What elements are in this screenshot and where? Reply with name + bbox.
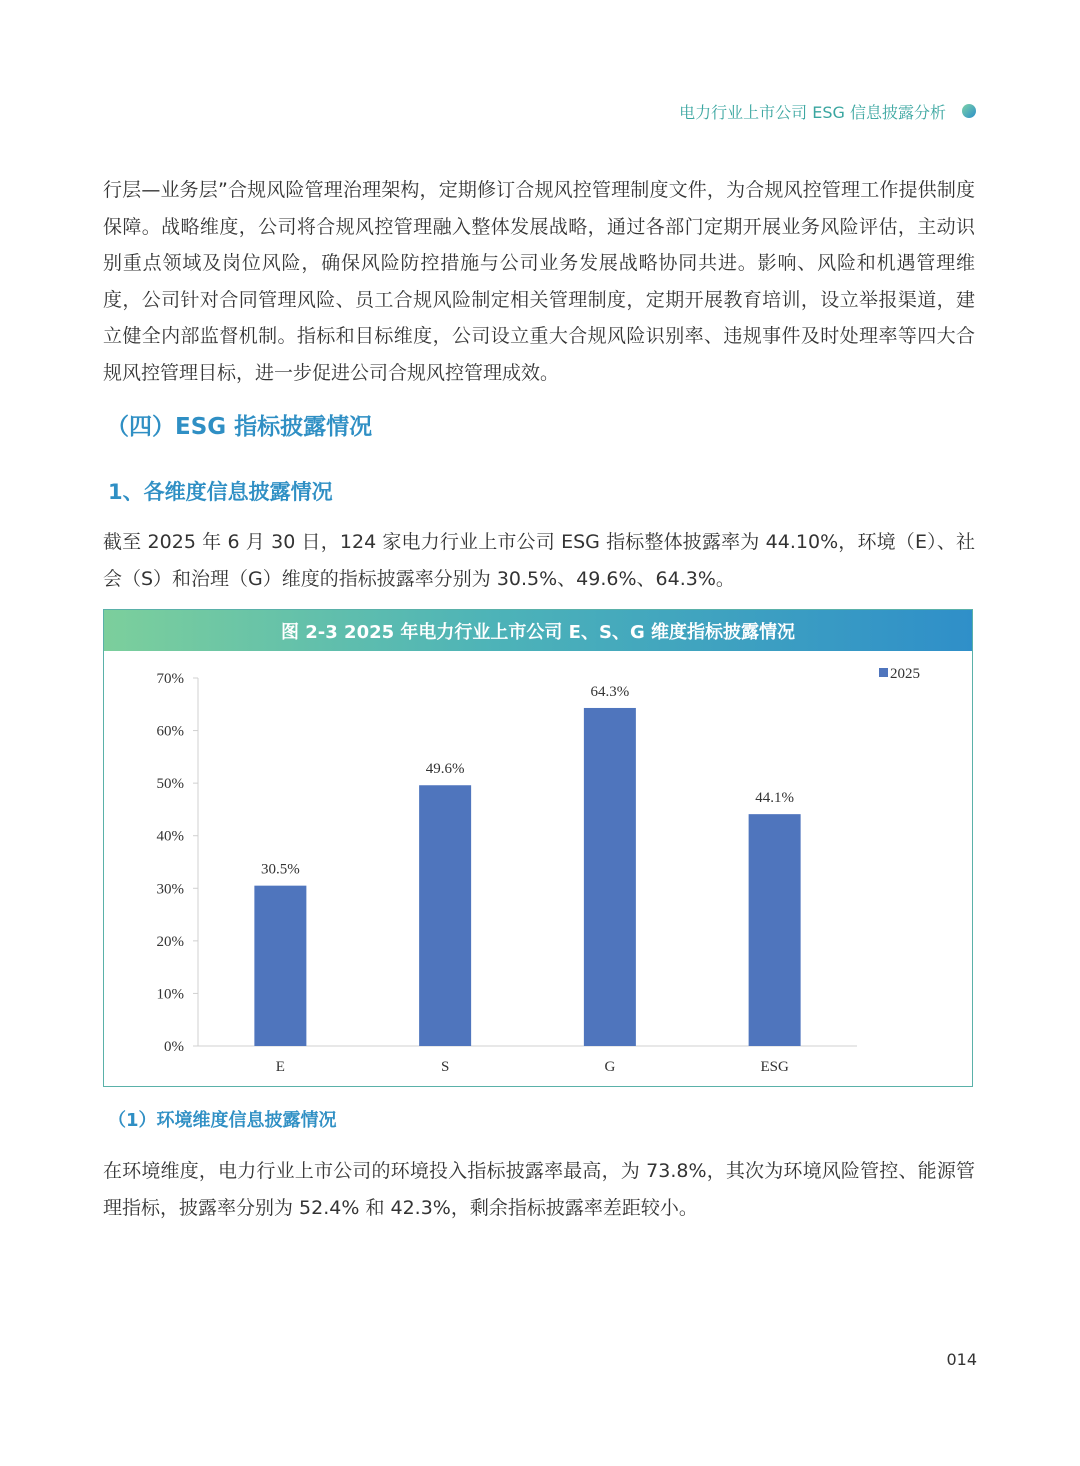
data-label: 44.1% — [755, 790, 794, 807]
x-tick-label: ESG — [760, 1059, 789, 1075]
subsubsection-heading: （1）环境维度信息披露情况 — [108, 1110, 337, 1131]
x-tick-label: G — [604, 1059, 616, 1075]
running-header — [679, 98, 976, 124]
bar-chart — [104, 651, 972, 1086]
figure-title: 图 2-3 2025 年电力行业上市公司 E、S、G 维度指标披露情况 — [104, 610, 972, 651]
y-tick-label: 50% — [156, 776, 184, 793]
y-tick-label: 0% — [164, 1039, 184, 1055]
running-title: 电力行业上市公司 ESG 信息披露分析 — [679, 102, 946, 122]
y-tick-label: 30% — [156, 881, 184, 898]
intro-paragraph: 行层—业务层”合规风险管理治理架构，定期修订合规风控管理制度文件，为合规风控管理工作提供制度保障。战略维度，公司将合规风控管理融入整体发展战略，通过各部门定期开展业务风险评估，主动识别重点领域及岗位风险，确保风险防控措施与公司业务发展战略协同共进。影响、风险和机遇管理维度，公司针对合同管理风险、员工合规风险制定相关管理制度，定期开展教育培训，设立举报渠道，建立健全内部监督机制。指标和目标维度，公司设立重大合规风险识别率、违规事件及时处理率等四大合规风控管理目标，进一步促进公司合规风控管理成效。 — [103, 179, 975, 384]
summary-paragraph: 截至 2025 年 6 月 30 日，124 家电力行业上市公司 ESG 指标整体披露率为 44.10%，环境（E）、社会（S）和治理（G）维度的指标披露率分别为 30.5%、49.6%、64.3%。 — [103, 531, 975, 590]
figure-box — [103, 609, 973, 1087]
legend-swatch — [879, 668, 888, 677]
environment-paragraph: 在环境维度，电力行业上市公司的环境投入指标披露率最高，为 73.8%，其次为环境风险管控、能源管理指标，披露率分别为 52.4% 和 42.3%，剩余指标披露率差距较小。 — [103, 1160, 975, 1219]
data-label: 30.5% — [261, 861, 300, 878]
y-tick-label: 60% — [156, 723, 184, 740]
y-tick-label: 70% — [156, 671, 184, 687]
bar — [584, 708, 636, 1046]
x-tick-label: S — [440, 1059, 450, 1075]
section-heading: （四）ESG 指标披露情况 — [106, 414, 373, 440]
bar — [419, 785, 471, 1046]
bar — [749, 814, 801, 1046]
page-number: 014 — [946, 1350, 977, 1369]
bar — [254, 886, 306, 1046]
header-dot-icon — [962, 104, 976, 118]
x-tick-label: E — [275, 1059, 285, 1075]
y-tick-label: 10% — [156, 986, 184, 1003]
y-tick-label: 40% — [156, 828, 184, 845]
legend-label: 2025 — [890, 666, 920, 682]
data-label: 49.6% — [425, 761, 465, 778]
subsection-heading: 1、各维度信息披露情况 — [108, 480, 333, 504]
y-tick-label: 20% — [156, 933, 184, 950]
data-label: 64.3% — [590, 683, 630, 700]
